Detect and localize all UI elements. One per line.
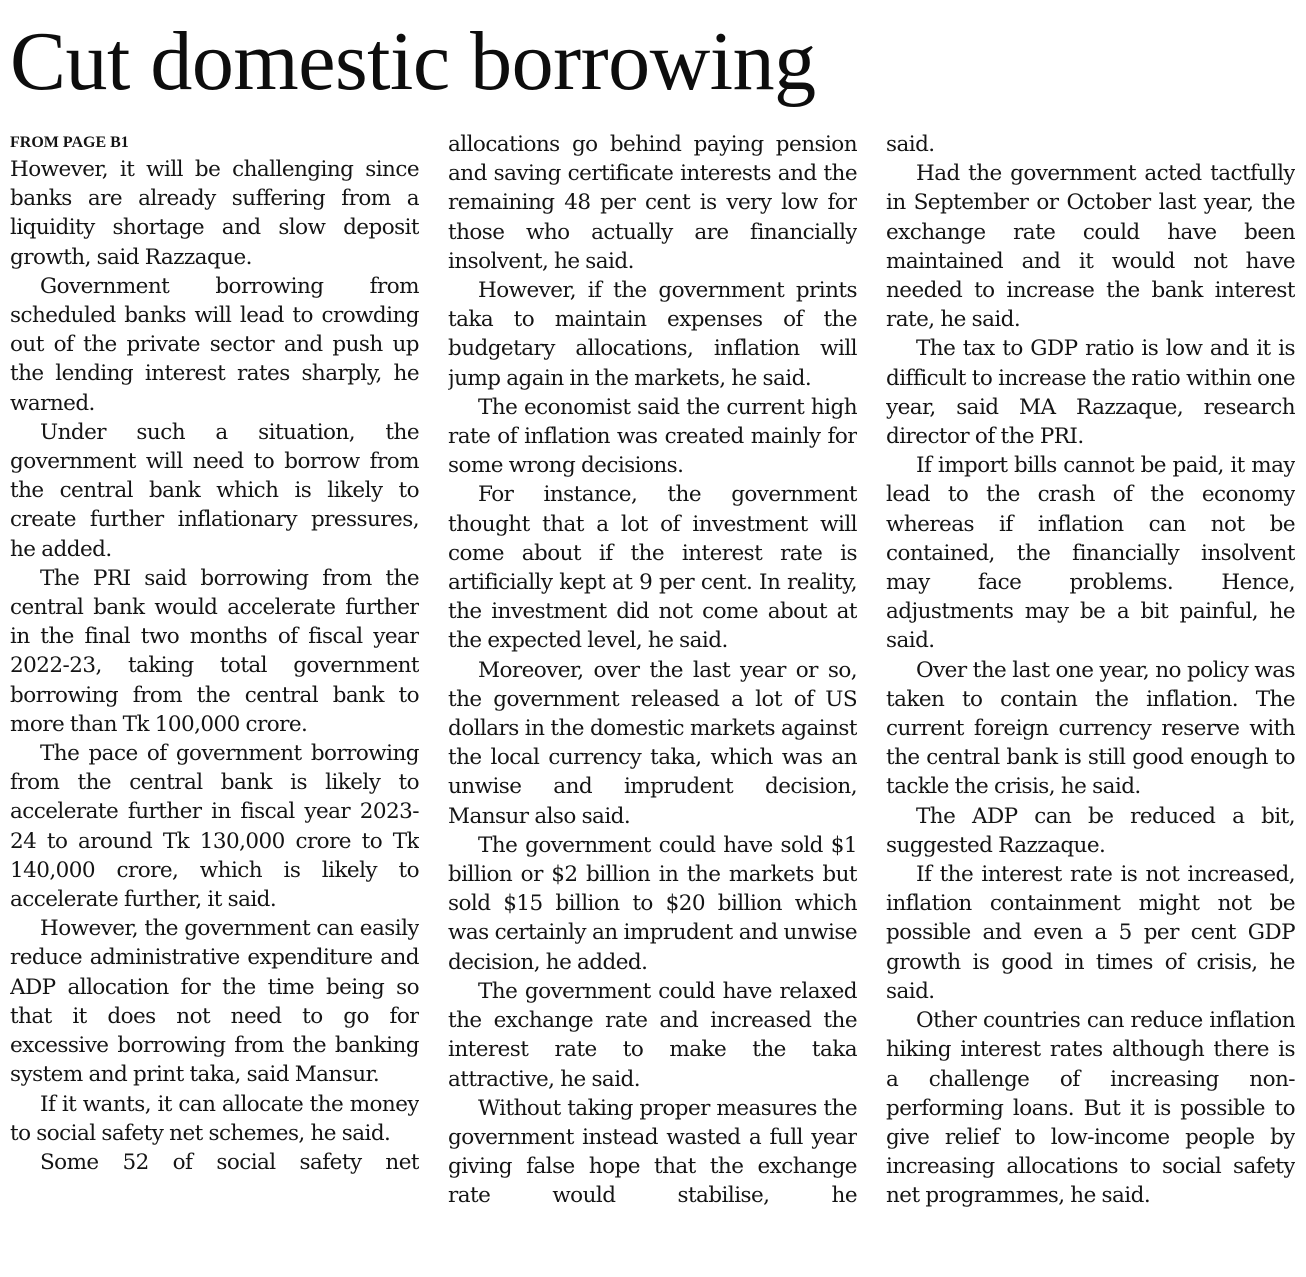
paragraph: Under such a situation, the government will need to borrow from the central bank which is likely to create further inflationary pressures, he added. — [10, 419, 419, 562]
paragraph: However, it will be challenging since banks are already suffering from a liquidity shortage and slow deposit growth, said Razzaque. — [10, 157, 419, 270]
headline: Cut domestic borrowing — [10, 15, 816, 108]
paragraph: The government could have relaxed the exchange rate and increased the interest rate to make the taka attractive, he said. — [448, 978, 857, 1092]
paragraph: If it wants, it can allocate the money to social safety net schemes, he said. — [10, 1091, 419, 1146]
paragraph-continued: Some 52 of social safety net — [40, 1149, 419, 1175]
continued-from-kicker: FROM PAGE B1 — [10, 134, 129, 151]
paragraph: The economist said the current high rate of inflation was created mainly for some wrong decisions. — [448, 394, 857, 479]
paragraph: Moreover, over the last year or so, the government released a lot of US dollars in the domestic markets against the local currency taka, which was an unwise and imprudent decision, Mansur also said. — [448, 657, 857, 829]
paragraph: Over the last one year, no policy was taken to contain the inflation. The current foreign currency reserve with the central bank is still good enough to tackle the crisis, he said. — [886, 657, 1295, 800]
paragraph: Government borrowing from scheduled banks will lead to crowding out of the private sector and push up the lending interest rates sharply, he warned. — [10, 273, 419, 416]
paragraph: The PRI said borrowing from the central bank would accelerate further in the final two months of fiscal year 2022-23, taking total government borrowing from the central bank to more than Tk 100,000 crore. — [10, 565, 419, 737]
paragraph: The pace of government borrowing from the central bank is likely to accelerate further in fiscal year 2023-24 to around Tk 130,000 crore to Tk 140,000 crore, which is likely to accelerate further, it said. — [10, 741, 419, 913]
article-column-3 — [886, 130, 1295, 1270]
paragraph: Other countries can reduce inflation hiking interest rates although there is a challenge of increasing non-performing loans. But it is possible to give relief to low-income people by increasing allocations to social safety net programmes, he said. — [886, 1008, 1295, 1209]
paragraph: However, if the government prints taka to maintain expenses of the budgetary allocations, inflation will jump again in the markets, he said. — [448, 278, 857, 391]
paragraph: allocations go behind paying pension and saving certificate interests and the remaining 48 per cent is very low for those who actually are financially insolvent, he said. — [448, 132, 857, 274]
paragraph: Had the government acted tactfully in September or October last year, the exchange rate could have been maintained and it would not have needed to increase the bank interest rate, he said. — [886, 161, 1295, 333]
paragraph: said. — [886, 132, 935, 157]
paragraph-continued: Without taking proper measures the government instead wasted a full year giving false hope that the exchange rate would stabilise, he — [448, 1095, 857, 1209]
paragraph: If import bills cannot be paid, it may lead to the crash of the economy whereas if inflation can not be contained, the financially insolvent may face problems. Hence, adjustments may be a bit painful, he said. — [886, 453, 1295, 654]
paragraph: If the interest rate is not increased, inflation containment might not be possible and even a 5 per cent GDP growth is good in times of crisis, he said. — [886, 862, 1295, 1004]
paragraph: The ADP can be reduced a bit, suggested Razzaque. — [886, 803, 1295, 858]
article-column-2 — [448, 130, 857, 1270]
paragraph: However, the government can easily reduce administrative expenditure and ADP allocation for the time being so that it does not need to go for excessive borrowing from the banking system and print taka, said Mansur. — [10, 916, 419, 1088]
paragraph: For instance, the government thought that a lot of investment will come about if the interest rate is artificially kept at 9 per cent. In reality, the investment did not come about at the expected level, he said. — [448, 482, 857, 654]
paragraph: The government could have sold $1 billion or $2 billion in the markets but sold $15 billion to $20 billion which was certainly an imprudent and unwise decision, he added. — [448, 832, 857, 975]
article-column-1 — [10, 130, 419, 1270]
paragraph: The tax to GDP ratio is low and it is difficult to increase the ratio within one year, said MA Razzaque, research director of the PRI. — [886, 336, 1295, 450]
